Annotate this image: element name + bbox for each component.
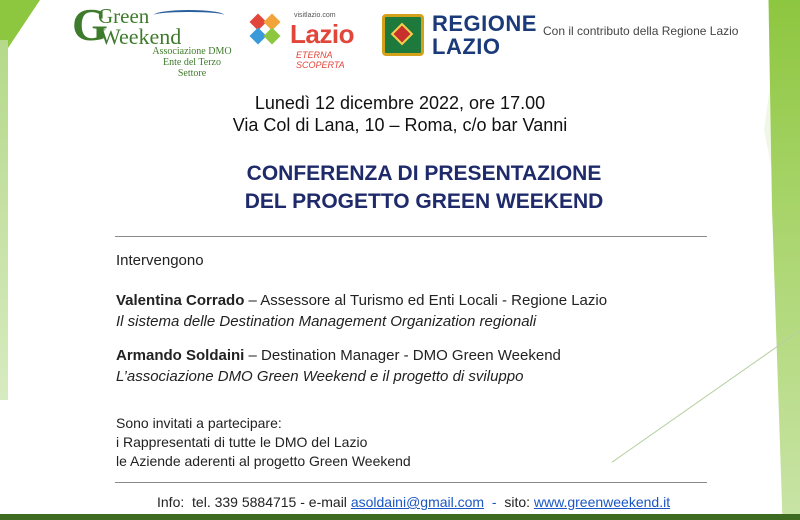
footer-email-label: - e-mail — [300, 494, 347, 510]
email-link[interactable]: asoldaini@gmail.com — [350, 494, 485, 510]
event-title-line1: CONFERENZA DI PRESENTAZIONE — [246, 162, 602, 185]
invited-line1: Sono invitati a partecipare: — [116, 415, 282, 431]
speaker-name: Valentina Corrado — [116, 292, 245, 309]
speaker-item — [116, 290, 607, 332]
green-weekend-logo — [72, 0, 232, 79]
regione-line1: REGIONE — [432, 11, 537, 36]
speaker-role: – Assessore al Turismo ed Enti Locali - Regione Lazio — [244, 292, 608, 309]
speaker-name: Armando Soldaini — [116, 347, 245, 364]
visit-lazio-logo — [250, 10, 370, 70]
lazio-wordmark: Lazio — [290, 19, 354, 49]
invited-block — [116, 414, 411, 471]
lazio-mosaic-icon — [250, 14, 284, 48]
divider-top — [115, 236, 707, 237]
bottom-green-bar — [0, 514, 800, 520]
footer-site-label: sito: — [504, 494, 531, 510]
speaker-talk: L’associazione DMO Green Weekend e il progetto di sviluppo — [116, 368, 524, 385]
event-title-line2: DEL PROGETTO GREEN WEEKEND — [244, 190, 604, 213]
logo-subtitle — [152, 46, 232, 79]
footer-contacts — [157, 494, 670, 510]
footer-info-label: Info: — [157, 494, 185, 510]
right-decorative-line — [612, 330, 800, 463]
speaker-item — [116, 345, 561, 387]
regione-lazio-logo — [382, 11, 537, 62]
logo-subtitle-line2: Ente del Terzo Settore — [163, 57, 221, 79]
contribution-note: Con il contributo della Regione Lazio — [543, 24, 739, 38]
footer-separator: - — [491, 494, 497, 510]
regione-line2: LAZIO — [432, 34, 501, 59]
event-date: Lunedì 12 dicembre 2022, ore 17.00 — [254, 93, 546, 113]
regione-emblem-icon — [382, 14, 424, 56]
logo-letter-g: G — [72, 0, 108, 50]
lazio-site: visitlazio.com — [294, 12, 336, 19]
speaker-talk: Il sistema delle Destination Management Organization regionali — [116, 313, 537, 330]
logo-word-weekend: Weekend — [100, 24, 182, 49]
speakers-heading: Intervengono — [116, 252, 204, 269]
footer-phone: tel. 339 5884715 — [192, 494, 297, 510]
invited-line3: le Aziende aderenti al progetto Green Weekend — [116, 453, 411, 469]
regione-wordmark — [432, 12, 537, 58]
right-green-shape — [730, 0, 800, 520]
event-venue: Via Col di Lana, 10 – Roma, c/o bar Vanni — [232, 115, 568, 135]
lazio-tagline: ETERNA SCOPERTA — [296, 50, 345, 70]
logo-subtitle-line1: Associazione DMO — [152, 46, 232, 57]
event-title — [0, 160, 800, 216]
logo-waves-icon — [154, 10, 224, 20]
speaker-role: – Destination Manager - DMO Green Weekend — [244, 347, 561, 364]
website-link[interactable]: www.greenweekend.it — [533, 494, 671, 510]
invited-line2: i Rappresentati di tutte le DMO del Lazio — [116, 434, 368, 450]
logo-word-green: Green — [98, 4, 150, 28]
divider-bottom — [115, 482, 707, 483]
